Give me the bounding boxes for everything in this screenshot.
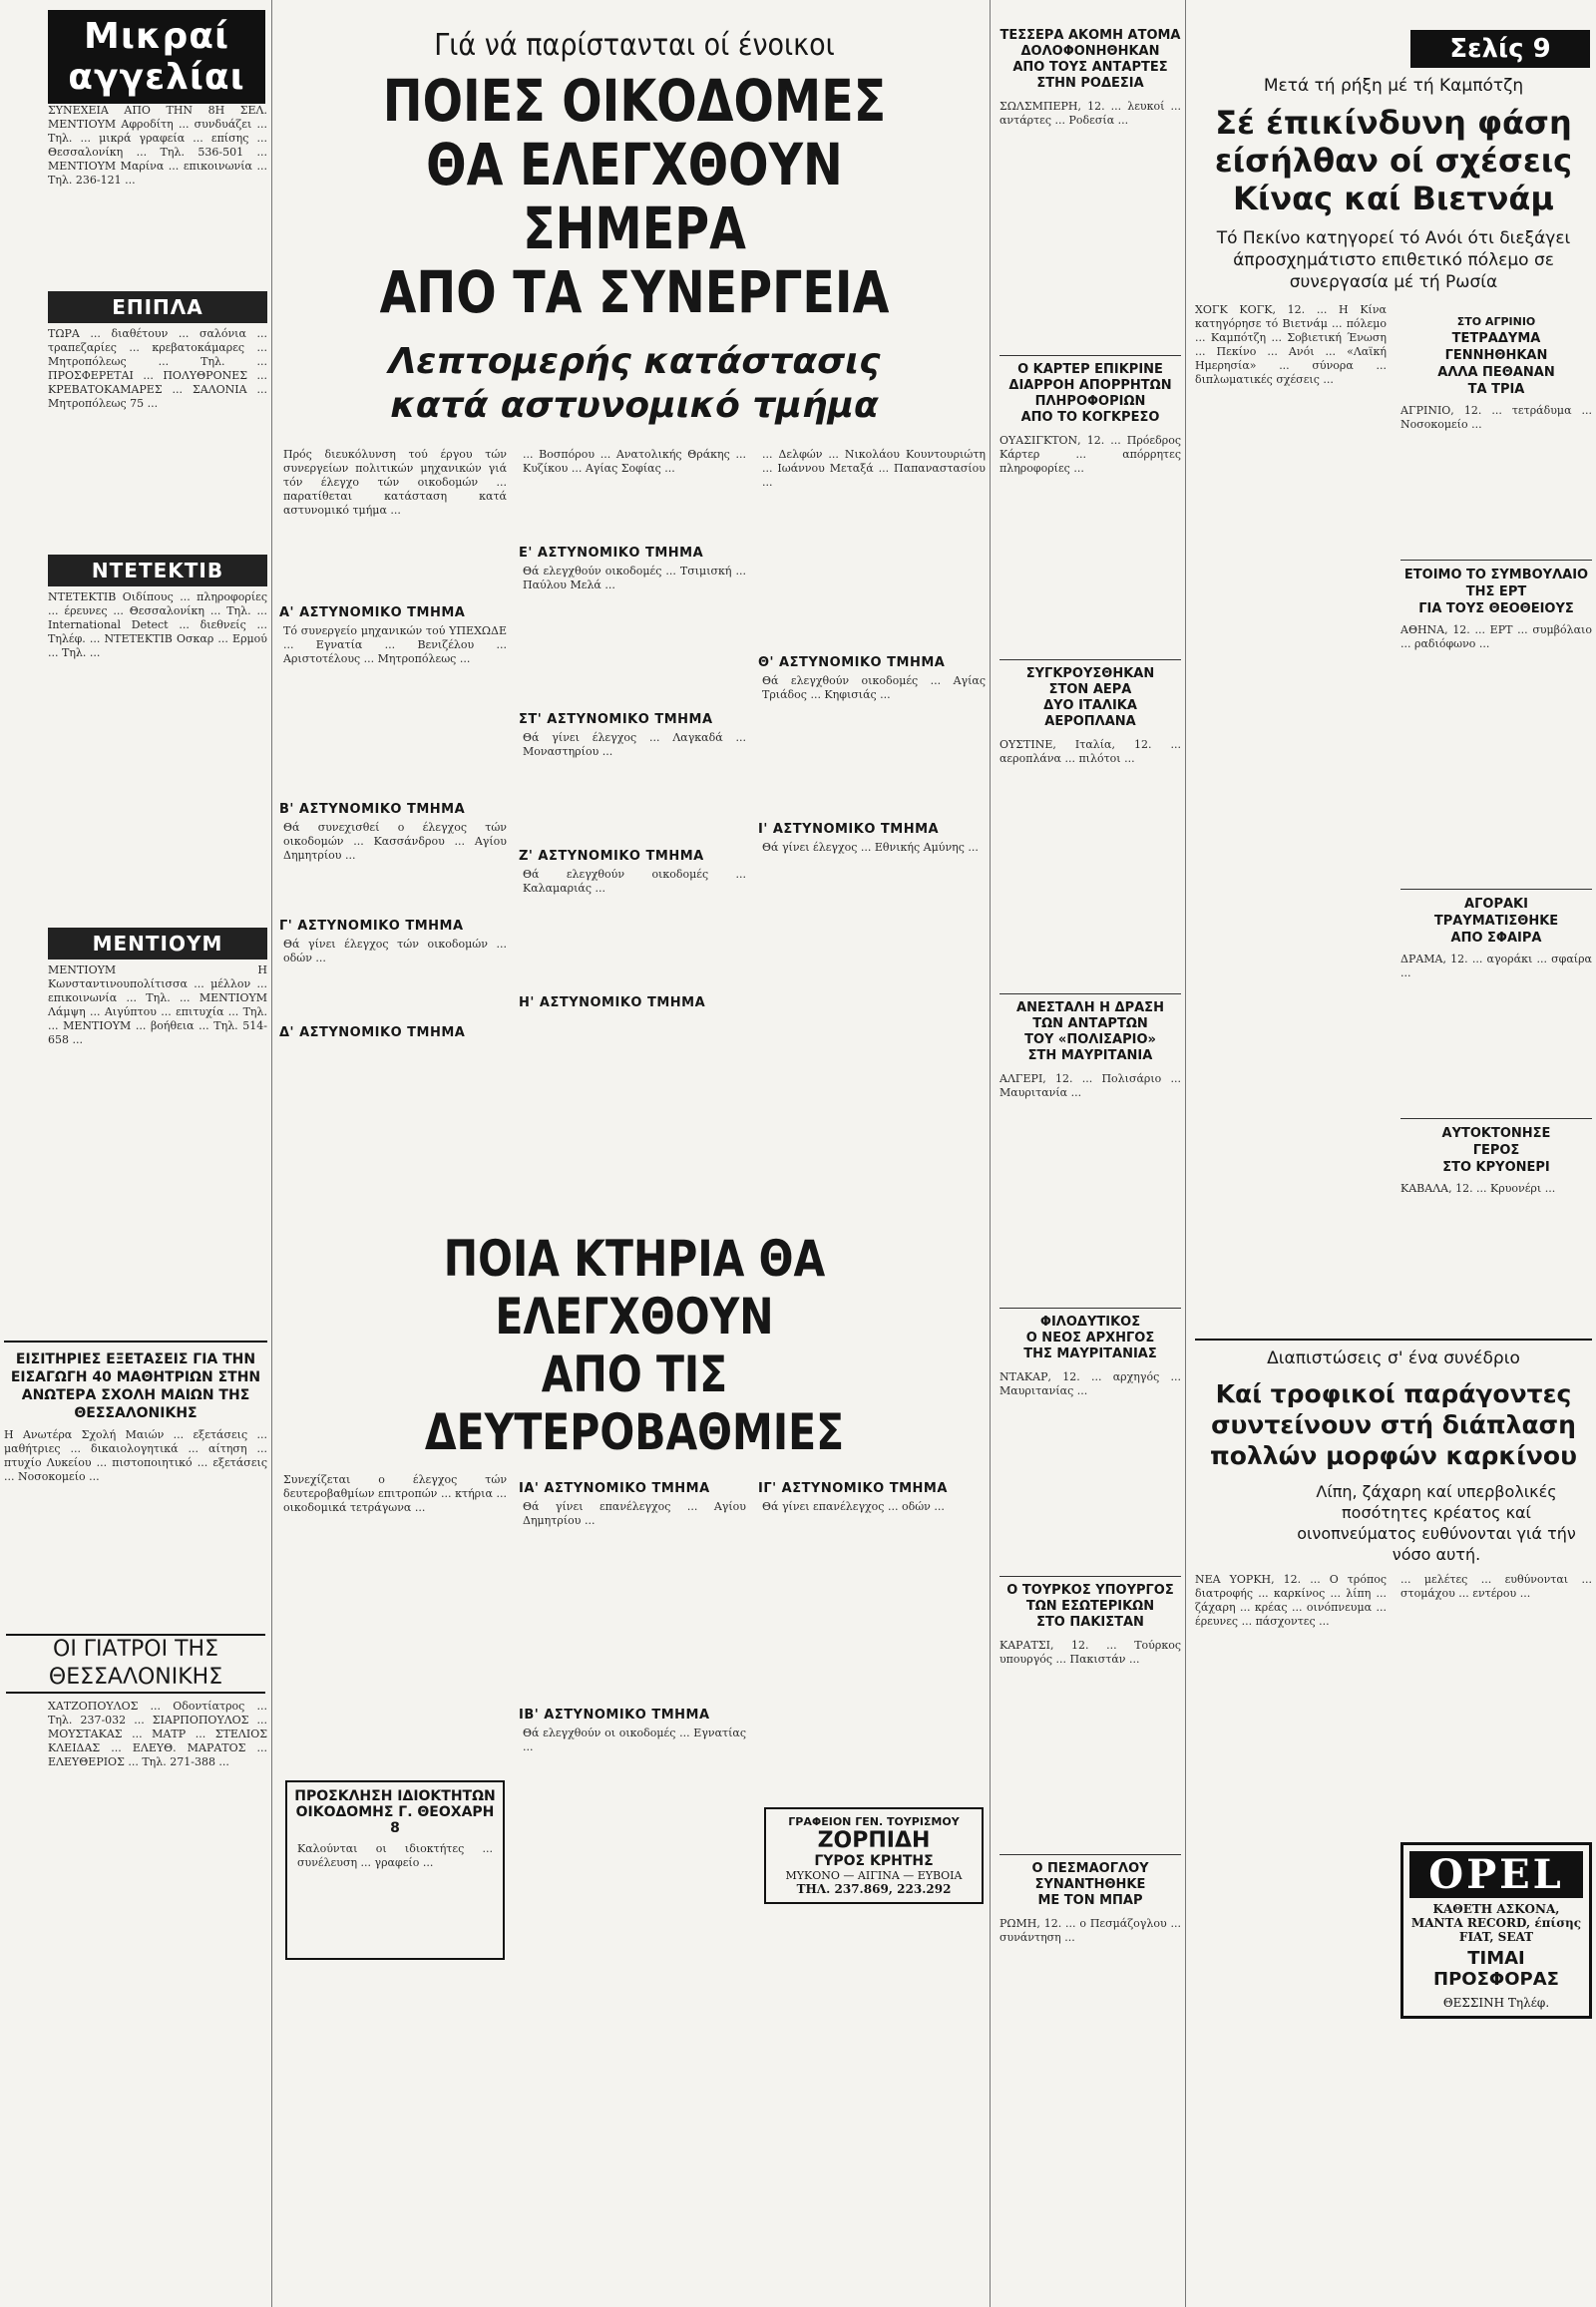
- opel-offer: ΤΙΜΑΙ ΠΡΟΣΦΟΡΑΣ: [1433, 1948, 1559, 1990]
- doctors-list-text: ΧΑΤΖΟΠΟΥΛΟΣ ... Οδοντίατρος ... Τηλ. 237-032 ... ΣΙΑΡΠΟΠΟΥΛΟΣ ... ΜΟΥΣΤΑΚΑΣ ... ΜΑΤΡ ... ΣΤΕΛΙΟΣ ΚΛΕΙΔΑΣ ... ΕΛΕΥΘ. ΜΑΡΑΤΟΣ ... ΕΛΕΥΘΕΡΙΟΣ ... Τηλ. 271-388 ...: [48, 1700, 267, 1768]
- main-headline-line-1: ΠΟΙΕΣ ΟΙΚΟΔΟΜΕΣ: [382, 67, 887, 135]
- exam-headline: ΕΙΣΙΤΗΡΙΕΣ ΕΞΕΤΑΣΕΙΣ ΓΙΑ ΤΗΝ ΕΙΣΑΓΩΓΗ 40 ΜΑΘΗΤΡΙΩΝ ΣΤΗΝ ΑΝΩΤΕΡΑ ΣΧΟΛΗ ΜΑΙΩΝ ΤΗΣ ΘΕΣΣΑΛΟΝΙΚΗΣ: [10, 1351, 261, 1421]
- exam-article-text: Η Ανωτέρα Σχολή Μαιών ... εξετάσεις ... μαθήτριες ... δικαιολογητικά ... αίτηση ... πτυχίο Λυκείου ... πιστοποιητικό ... εξετάσεις ... Νοσοκομείο ...: [4, 1428, 267, 1483]
- doctors-headline: ΟΙ ΓΙΑΤΡΟΙ ΤΗΣ ΘΕΣΣΑΛΟΝΙΚΗΣ: [6, 1634, 265, 1694]
- section-label-medium: ΜΕΝΤΙΟΥΜ: [48, 928, 267, 960]
- district-heading-10: Ι' ΑΣΤΥΝΟΜΙΚΟ ΤΜΗΜΑ: [758, 822, 940, 837]
- main-subhead-line-1: Λεπτομερής κατάστασις: [388, 341, 881, 382]
- travel-ad: [764, 1807, 984, 1904]
- rhodesia-headline: ΤΕΣΣΕΡΑ ΑΚΟΜΗ ΑΤΟΜΑ ΔΟΛΟΦΟΝΗΘΗΚΑΝ ΑΠΟ ΤΟΥΣ ΑΝΤΑΡΤΕΣ ΣΤΗΝ ΡΟΔΕΣΙΑ: [999, 28, 1181, 91]
- opel-brand: OPEL: [1409, 1851, 1583, 1898]
- right-headline-line-1: Σέ έπικίνδυνη φάση: [1215, 104, 1572, 142]
- main-headline-line-3: ΑΠΟ ΤΑ ΣΥΝΕΡΓΕΙΑ: [379, 258, 890, 326]
- agora-headline: ΑΓΟΡΑΚΙ ΤΡΑΥΜΑΤΙΣΘΗΚΕ ΑΠΟ ΣΦΑΙΡΑ: [1433, 897, 1559, 946]
- page-number-label: Σελίς 9: [1410, 30, 1590, 68]
- conference-article-continued: ... μελέτες ... ευθύνονται ... στομάχου ... εντέρου ...: [1400, 1573, 1592, 1600]
- second-headline-line-2: ΑΠΟ ΤΙΣ ΔΕΥΤΕΡΟΒΑΘΜΙΕΣ: [424, 1346, 845, 1461]
- agrinio-article-text: ΑΓΡΙΝΙΟ, 12. ... τετράδυμα ... Νοσοκομείο ...: [1400, 404, 1592, 431]
- main-story-column: [279, 0, 991, 2307]
- conference-kicker: Διαπιστώσεις σ' ένα συνέδριο: [1267, 1348, 1520, 1368]
- travel-ad-phone: ΤΗΛ. 237.869, 223.292: [796, 1882, 952, 1896]
- travel-ad-tour: ΓΥΡΟΣ ΚΡΗΤΗΣ: [814, 1853, 934, 1869]
- carter-article-text: ΟΥΑΣΙΓΚΤΟΝ, 12. ... Πρόεδρος Κάρτερ ... απόρρητες πληροφορίες ...: [999, 434, 1181, 475]
- conference-headline-line-2: συντείνουν στή διάπλαση: [1211, 1410, 1576, 1439]
- world-news-column: [996, 0, 1186, 2307]
- ert-headline: ΕΤΟΙΜΟ ΤΟ ΣΥΜΒΟΥΛΑΙΟ ΤΗΣ ΕΡΤ ΓΙΑ ΤΟΥΣ ΘΕΟΘΕΙΟΥΣ: [1403, 568, 1589, 616]
- detective-ads-text: ΝΤΕΤΕΚΤΙΒ Οιδίπους ... πληροφορίες ... έρευνες ... Θεσσαλονίκη ... Τηλ. ... International Detect ... διεθνείς ... Τηλέφ. ... ΝΤΕΤΕΚΤΙΒ Οσκαρ ... Ερμού ... Τηλ. ...: [48, 590, 267, 659]
- right-headline-line-2: είσήλθαν οί σχέσεις: [1214, 142, 1573, 180]
- main-story-body: Πρός διευκόλυνση τού έργου τών συνεργείων πολιτικών μηχανικών γιά τόν έλεγχο τών οικοδομών ... παρατίθεται κατάσταση κατά αστυνομικό τμήμα ... Α' ΑΣΤΥΝΟΜΙΚΟ ΤΜΗΜΑ Τό συνεργείο μηχανικών τού ΥΠΕΧΩΔΕ ... Εγνατία ... Βενιζέλου ... Αριστοτέλους ... Μητροπόλεως ... Β' ΑΣΤΥΝΟΜΙΚΟ ΤΜΗΜΑ Θά συνεχισθεί ο έλεγχος τών οικοδομών ... Κασσάνδρου ... Αγίου Δημητρίου ... Γ' ΑΣΤΥΝΟΜΙΚΟ ΤΜΗΜΑ Θά γίνει έλεγχος τών οικοδομών ... οδών ... Δ' ΑΣΤΥΝΟΜΙΚΟ ΤΜΗΜΑ ... Βοσπόρου ... Ανατολικής Θράκης ... Κυζίκου ... Αγίας Σοφίας ... Ε' ΑΣΤΥΝΟΜΙΚΟ ΤΜΗΜΑ Θά ελεγχθούν οικοδομές ... Τσιμισκή ... Παύλου Μελά ... ΣΤ' ΑΣΤΥΝΟΜΙΚΟ ΤΜΗΜΑ Θά γίνει έλεγχος ... Λαγκαδά ... Μοναστηρίου ... Ζ' ΑΣΤΥΝΟΜΙΚΟ ΤΜΗΜΑ Θά ελεγχθούν οικοδομές ... Καλαμαριάς ... Η' ΑΣΤΥΝΟΜΙΚΟ ΤΜΗΜΑ ... Δελφών ... Νικολάου Κουντουριώτη ... Ιωάννου Μεταξά ... Παπαναστασίου ... Θ' ΑΣΤΥΝΟΜΙΚΟ ΤΜΗΜΑ Θά ελεγχθούν οικοδομές ... Αγίας Τριάδος ... Κηφισιάς ... Ι' ΑΣΤΥΝΟΜΙΚΟ ΤΜΗΜΑ Θά γίνει έλεγχος ... Εθνικής Αμύνης ...: [279, 448, 990, 1226]
- pakistan-article-text: ΚΑΡΑΤΣΙ, 12. ... Τούρκος υπουργός ... Πακιστάν ...: [999, 1639, 1181, 1666]
- china-vietnam-article-text: ΧΟΓΚ ΚΟΓΚ, 12. ... Η Κίνα κατηγόρησε τό Βιετνάμ ... πόλεμο ... Καμπότζη ... Σοβιετική Ένωση ... Πεκίνο ... Ανόι ... «Λαϊκή Ημερησία» ... σύνορα ... διπλωματικές σχέσεις ...: [1195, 303, 1387, 386]
- district-heading-7: Ζ' ΑΣΤΥΝΟΜΙΚΟ ΤΜΗΜΑ: [519, 849, 704, 864]
- classified-ads-text: ΣΥΝΕΧΕΙΑ ΑΠΟ ΤΗΝ 8Η ΣΕΛ. ΜΕΝΤΙΟΥΜ Αφροδίτη ... συνδυάζει ... Τηλ. ... μικρά γραφεία ... επίσης ... Θεσσαλονίκη ... Τηλ. 536-501 ... ΜΕΝΤΙΟΥΜ Μαρίνα ... επικοινωνία ... Τηλ. 236-121 ...: [48, 104, 267, 187]
- main-kicker: Γιά νά παρίστανται οί ένοικοι: [434, 28, 835, 63]
- district-heading-6: ΣΤ' ΑΣΤΥΝΟΜΙΚΟ ΤΜΗΜΑ: [519, 712, 713, 727]
- right-kicker: Μετά τή ρήξη μέ τή Καμπότζη: [1263, 76, 1524, 96]
- district-heading-4: Δ' ΑΣΤΥΝΟΜΙΚΟ ΤΜΗΜΑ: [279, 1025, 466, 1040]
- collision-article-text: ΟΥΣΤΙΝΕ, Ιταλία, 12. ... αεροπλάνα ... πιλότοι ...: [999, 738, 1181, 765]
- mauritania-article-text: ΝΤΑΚΑΡ, 12. ... αρχηγός ... Μαυριτανίας ...: [999, 1370, 1181, 1397]
- main-headline-line-2: ΘΑ ΕΛΕΓΧΘΟΥΝ ΣΗΜΕΡΑ: [426, 131, 843, 262]
- district-heading-9: Θ' ΑΣΤΥΝΟΜΙΚΟ ΤΜΗΜΑ: [758, 655, 946, 670]
- agrinio-headline: ΣΤΟ ΑΓΡΙΝΙΟ ΤΕΤΡΑΔΥΜΑ ΓΕΝΝΗΘΗΚΑΝ ΑΛΛΑ ΠΕΘΑΝΑΝ ΤΑ ΤΡΙΑ: [1437, 315, 1555, 397]
- district-heading-12: ΙΒ' ΑΣΤΥΝΟΜΙΚΟ ΤΜΗΜΑ: [519, 1708, 710, 1723]
- classifieds-column: [0, 0, 272, 2307]
- section-label-detective: ΝΤΕΤΕΚΤΙΒ: [48, 555, 267, 586]
- right-column: [1191, 0, 1596, 2307]
- district-heading-5: Ε' ΑΣΤΥΝΟΜΙΚΟ ΤΜΗΜΑ: [519, 546, 704, 561]
- furniture-ads-text: ΤΩΡΑ ... διαθέτουν ... σαλόνια ... τραπεζαρίες ... κρεβατοκάμαρες ... Μητροπόλεως ... Τηλ. ... ΠΡΟΣΦΕΡΕΤΑΙ ... ΠΟΛΥΘΡΟΝΕΣ ... ΚΡΕΒΑΤΟΚΑΜΑΡΕΣ ... ΣΑΛΟΝΙΑ ... Μητροπόλεως 75 ...: [48, 327, 267, 410]
- mauritania-headline: ΦΙΛΟΔΥΤΙΚΟΣ Ο ΝΕΟΣ ΑΡΧΗΓΟΣ ΤΗΣ ΜΑΥΡΙΤΑΝΙΑΣ: [1023, 1315, 1157, 1361]
- travel-ad-agency: ΓΡΑΦΕΙΟΝ ΓΕΝ. ΤΟΥΡΙΣΜΟΥ: [788, 1815, 960, 1828]
- second-headline-line-1: ΠΟΙΑ ΚΤΗΡΙΑ ΘΑ ΕΛΕΓΧΘΟΥΝ: [443, 1230, 826, 1346]
- collision-headline: ΣΥΓΚΡΟΥΣΘΗΚΑΝ ΣΤΟΝ ΑΕΡΑ ΔΥΟ ΙΤΑΛΙΚΑ ΑΕΡΟΠΛΑΝΑ: [1025, 666, 1155, 729]
- district-heading-13: ΙΓ' ΑΣΤΥΝΟΜΙΚΟ ΤΜΗΜΑ: [758, 1481, 948, 1496]
- suicide-article-text: ΚΑΒΑΛΑ, 12. ... Κρυονέρι ...: [1400, 1182, 1556, 1195]
- district-heading-3: Γ' ΑΣΤΥΝΟΜΙΚΟ ΤΜΗΜΑ: [279, 919, 464, 934]
- travel-ad-destinations: ΜΥΚΟΝΟ — ΑΙΓΙΝΑ — ΕΥΒΟΙΑ: [785, 1869, 963, 1882]
- district-heading-1: Α' ΑΣΤΥΝΟΜΙΚΟ ΤΜΗΜΑ: [279, 605, 466, 620]
- owners-notice-box: ΠΡΟΣΚΛΗΣΗ ΙΔΙΟΚΤΗΤΩΝ ΟΙΚΟΔΟΜΗΣ Γ. ΘΕΟΧΑΡΗ 8 Καλούνται οι ιδιοκτήτες ... συνέλευση ... γραφείο ...: [285, 1780, 505, 1960]
- main-subhead-line-2: κατά αστυνομικό τμήμα: [390, 385, 879, 426]
- rhodesia-article-text: ΣΩΛΣΜΠΕΡΗ, 12. ... λευκοί ... αντάρτες ... Ροδεσία ...: [999, 100, 1181, 127]
- ert-article-text: ΑΘΗΝΑ, 12. ... ΕΡΤ ... συμβόλαιο ... ραδιόφωνο ...: [1400, 623, 1592, 650]
- opel-ad: [1400, 1842, 1592, 2019]
- agora-article-text: ΔΡΑΜΑ, 12. ... αγοράκι ... σφαίρα ...: [1400, 953, 1592, 979]
- polisario-article-text: ΑΛΓΕΡΙ, 12. ... Πολισάριο ... Μαυριτανία ...: [999, 1072, 1181, 1099]
- district-heading-8: Η' ΑΣΤΥΝΟΜΙΚΟ ΤΜΗΜΑ: [519, 995, 706, 1010]
- right-headline-line-3: Κίνας καί Βιετνάμ: [1233, 180, 1554, 217]
- medium-ads-text: ΜΕΝΤΙΟΥΜ Η Κωνσταντινουπολίτισσα ... μέλλον ... επικοινωνία ... Τηλ. ... ΜΕΝΤΙΟΥΜ Λάμψη ... Αιγύπτου ... επιτυχία ... Τηλ. ... ΜΕΝΤΙΟΥΜ ... βοήθεια ... Τηλ. 514-658 ...: [48, 963, 267, 1046]
- conference-deck: Λίπη, ζάχαρη καί υπερβολικές ποσότητες κρέατος καί οινοπνεύματος ευθύνονται γιά τήν νόσο αυτή.: [1297, 1482, 1576, 1564]
- pakistan-headline: Ο ΤΟΥΡΚΟΣ ΥΠΟΥΡΓΟΣ ΤΩΝ ΕΣΩΤΕΡΙΚΩΝ ΣΤΟ ΠΑΚΙΣΤΑΝ: [1006, 1583, 1174, 1630]
- second-story-body: Συνεχίζεται ο έλεγχος τών δευτεροβαθμίων επιτροπών ... κτήρια ... οικοδομικά τετράγωνα ... ΠΡΟΣΚΛΗΣΗ ΙΔΙΟΚΤΗΤΩΝ ΟΙΚΟΔΟΜΗΣ Γ. ΘΕΟΧΑΡΗ 8 Καλούνται οι ιδιοκτήτες ... συνέλευση ... γραφείο ... ΙΑ' ΑΣΤΥΝΟΜΙΚΟ ΤΜΗΜΑ Θά γίνει επανέλεγχος ... Αγίου Δημητρίου ... ΙΒ' ΑΣΤΥΝΟΜΙΚΟ ΤΜΗΜΑ Θά ελεγχθούν οι οικοδομές ... Εγνατίας ... ΙΓ' ΑΣΤΥΝΟΜΙΚΟ ΤΜΗΜΑ Θά γίνει επανέλεγχος ... οδών ... ΓΡΑΦΕΙΟΝ ΓΕΝ. ΤΟΥΡΙΣΜΟΥ ΖΟΡΠΙΔΗ ΓΥΡΟΣ ΚΡΗΤΗΣ ΜΥΚΟΝΟ — ΑΙΓΙΝΑ — ΕΥΒΟΙΑ ΤΗΛ. 237.869, 223.292: [279, 1473, 990, 2112]
- conference-article-text: ΝΕΑ ΥΟΡΚΗ, 12. ... Ο τρόπος διατροφής ... καρκίνος ... λίπη ... ζάχαρη ... κρέας ... οινόπνευμα ... έρευνες ... πάσχοντες ...: [1195, 1573, 1387, 1628]
- travel-ad-name: ΖΟΡΠΙΔΗ: [817, 1828, 931, 1853]
- section-label-furniture: ΕΠΙΠΛΑ: [48, 291, 267, 323]
- suicide-headline: ΑΥΤΟΚΤΟΝΗΣΕ ΓΕΡΟΣ ΣΤΟ ΚΡΥΟΝΕΡΙ: [1441, 1126, 1551, 1175]
- pope-article-text: ΡΩΜΗ, 12. ... ο Πεσμάζογλου ... συνάντηση ...: [999, 1917, 1181, 1944]
- pope-headline: Ο ΠΕΣΜΑΟΓΛΟΥ ΣΥΝΑΝΤΗΘΗΚΕ ΜΕ ΤΟΝ ΜΠΑΡ: [1031, 1861, 1149, 1908]
- owners-notice-title: ΠΡΟΣΚΛΗΣΗ ΙΔΙΟΚΤΗΤΩΝ ΟΙΚΟΔΟΜΗΣ Γ. ΘΕΟΧΑΡΗ 8: [294, 1788, 496, 1836]
- conference-headline-line-3: πολλών μορφών καρκίνου: [1210, 1441, 1577, 1470]
- carter-headline: Ο ΚΑΡΤΕΡ ΕΠΙΚΡΙΝΕ ΔΙΑΡΡΟΗ ΑΠΟΡΡΗΤΩΝ ΠΛΗΡΟΦΟΡΙΩΝ ΑΠΟ ΤΟ ΚΟΓΚΡΕΣΟ: [1008, 362, 1172, 425]
- opel-models: ΚΑΘΕΤΗ ΑΣΚΟΝΑ, ΜΑΝΤΑ RECORD, έπίσης FIAT, SEAT: [1410, 1902, 1582, 1944]
- right-deck: Τό Πεκίνο κατηγορεί τό Ανόι ότι διεξάγει άπροσχημάτιστο επιθετικό πόλεμο σε συνεργασία μέ τή Ρωσία: [1216, 228, 1571, 292]
- conference-headline-line-1: Καί τροφικοί παράγοντες: [1215, 1379, 1572, 1408]
- opel-contact: ΘΕΣΣΙΝΗ Τηλέφ.: [1442, 1996, 1550, 2010]
- classifieds-header: Μικραί αγγελίαι: [48, 10, 265, 104]
- polisario-headline: ΑΝΕΣΤΑΛΗ Η ΔΡΑΣΗ ΤΩΝ ΑΝΤΑΡΤΩΝ ΤΟΥ «ΠΟΛΙΣΑΡΙΟ» ΣΤΗ ΜΑΥΡΙΤΑΝΙΑ: [1016, 1000, 1164, 1063]
- district-heading-11: ΙΑ' ΑΣΤΥΝΟΜΙΚΟ ΤΜΗΜΑ: [519, 1481, 710, 1496]
- district-heading-2: Β' ΑΣΤΥΝΟΜΙΚΟ ΤΜΗΜΑ: [279, 802, 466, 817]
